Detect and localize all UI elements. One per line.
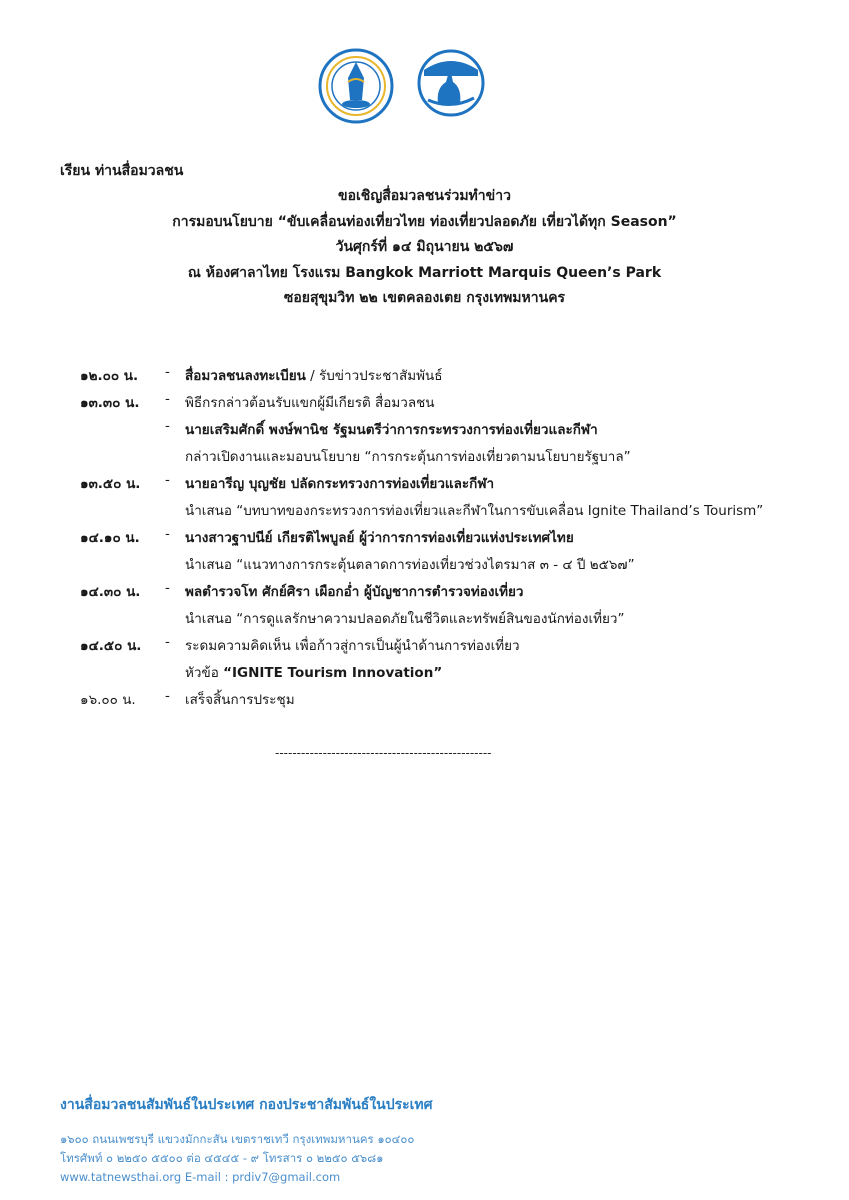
agenda-time: ๑๖.๐๐ น.	[80, 692, 136, 708]
heading-line-5: ซอยสุขุมวิท ๒๒ เขตคลองเตย กรุงเทพมหานคร	[283, 290, 566, 306]
heading-line-1: ขอเชิญสื่อมวลชนร่วมทำข่าว	[338, 188, 511, 204]
agenda-text-bold: “IGNITE Tourism Innovation”	[223, 665, 443, 681]
agenda-row	[80, 472, 820, 499]
agenda-text-rest: / รับข่าวประชาสัมพันธ์	[305, 368, 443, 384]
agenda-text: เสร็จสิ้นการประชุม	[185, 692, 295, 708]
agenda-row	[80, 499, 820, 526]
heading-line-2: การมอบนโยบาย “ขับเคลื่อนท่องเที่ยวไทย ท่องเที่ยวปลอดภัย เที่ยวได้ทุก Season”	[172, 213, 677, 230]
agenda-text: นำเสนอ “การดูแลรักษาความปลอดภัยในชีวิตและทรัพย์สินของนักท่องเที่ยว”	[185, 611, 625, 627]
invitation-heading	[0, 184, 849, 312]
agenda-text: นายเสริมศักดิ์ พงษ์พานิช รัฐมนตรีว่าการกระทรวงการท่องเที่ยวและกีฬา	[185, 422, 598, 438]
salutation: เรียน ท่านสื่อมวลชน	[60, 163, 184, 179]
agenda-row	[80, 553, 820, 580]
agenda-row	[80, 364, 820, 391]
agenda-list	[80, 364, 820, 715]
agenda-text: นางสาวฐาปนีย์ เกียรติไพบูลย์ ผู้ว่าการการท่องเที่ยวแห่งประเทศไทย	[185, 530, 574, 546]
agenda-text	[185, 661, 442, 683]
agenda-time: ๑๔.๑๐ น.	[80, 530, 140, 546]
agenda-dash: -	[165, 580, 170, 596]
agenda-row	[80, 418, 820, 445]
agenda-time: ๑๓.๓๐ น.	[80, 395, 140, 411]
agenda-text: พิธีกรกล่าวต้อนรับแขกผู้มีเกียรติ สื่อมวลชน	[185, 395, 435, 411]
agenda-row	[80, 661, 820, 688]
agenda-row	[80, 445, 820, 472]
divider-line: --------------------------------------------------	[275, 746, 492, 760]
agenda-text	[185, 364, 443, 386]
tat-logo-icon	[416, 48, 486, 118]
footer	[60, 1094, 433, 1187]
agenda-dash: -	[165, 472, 170, 488]
agenda-text: นำเสนอ “บทบาทของกระทรวงการท่องเที่ยวและกีฬาในการขับเคลื่อน Ignite Thailand’s Tourism”	[185, 503, 764, 519]
agenda-row	[80, 526, 820, 553]
agenda-text: ระดมความคิดเห็น เพื่อก้าวสู่การเป็นผู้นำด้านการท่องเที่ยว	[185, 638, 520, 654]
logo-bar	[0, 48, 849, 124]
footer-phone: โทรศัพท์ ๐ ๒๒๕๐ ๕๕๐๐ ต่อ ๔๕๔๕ - ๙ โทรสาร ๐ ๒๒๕๐ ๕๖๘๑	[60, 1151, 384, 1165]
agenda-row	[80, 607, 820, 634]
agenda-text: พลตำรวจโท ศักย์ศิรา เผือกอ่ำ ผู้บัญชาการตำรวจท่องเที่ยว	[185, 584, 524, 600]
agenda-dash: -	[165, 688, 170, 704]
agenda-time: ๑๔.๕๐ น.	[80, 638, 142, 654]
footer-address: ๑๖๐๐ ถนนเพชรบุรี แขวงมักกะสัน เขตราชเทวี กรุงเทพมหานคร ๑๐๔๐๐	[60, 1132, 415, 1146]
heading-line-3: วันศุกร์ที่ ๑๔ มิถุนายน ๒๕๖๗	[335, 239, 514, 255]
agenda-time: ๑๒.๐๐ น.	[80, 368, 139, 384]
heading-line-4: ณ ห้องศาลาไทย โรงแรม Bangkok Marriott Marquis Queen’s Park	[187, 264, 662, 281]
agenda-dash: -	[165, 391, 170, 407]
agenda-dash: -	[165, 364, 170, 380]
agenda-text: นายอารีญ บุญชัย ปลัดกระทรวงการท่องเที่ยวและกีฬา	[185, 476, 495, 492]
agenda-time: ๑๓.๕๐ น.	[80, 476, 141, 492]
footer-title: งานสื่อมวลชนสัมพันธ์ในประเทศ กองประชาสัมพันธ์ในประเทศ	[60, 1097, 433, 1113]
agenda-text-rest: หัวข้อ	[185, 665, 224, 681]
agenda-dash: -	[165, 634, 170, 650]
agenda-text-bold: สื่อมวลชนลงทะเบียน	[185, 368, 306, 384]
agenda-text: นำเสนอ “แนวทางการกระตุ้นตลาดการท่องเที่ยวช่วงไตรมาส ๓ - ๔ ปี ๒๕๖๗”	[185, 557, 635, 573]
agenda-row	[80, 580, 820, 607]
agenda-row	[80, 688, 820, 715]
agenda-dash: -	[165, 526, 170, 542]
footer-web-email: www.tatnewsthai.org E-mail : prdiv7@gmail.com	[60, 1170, 341, 1184]
agenda-row	[80, 634, 820, 661]
agenda-text: กล่าวเปิดงานและมอบนโยบาย “การกระตุ้นการท่องเที่ยวตามนโยบายรัฐบาล”	[185, 449, 631, 465]
agenda-dash: -	[165, 418, 170, 434]
agenda-row	[80, 391, 820, 418]
ministry-logo-icon	[318, 48, 394, 124]
agenda-time: ๑๔.๓๐ น.	[80, 584, 141, 600]
